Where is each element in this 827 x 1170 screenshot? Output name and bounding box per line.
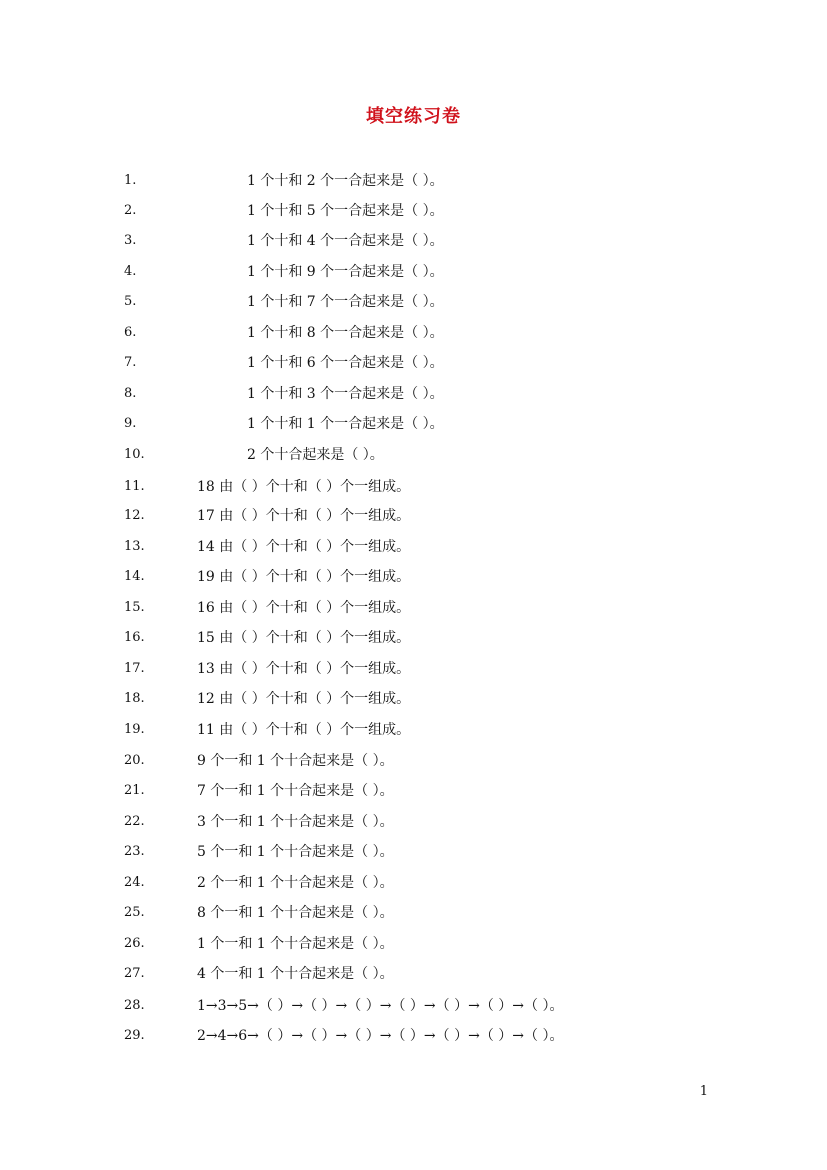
question-number: 1. (124, 173, 137, 188)
question-number: 9. (124, 416, 137, 431)
question-number: 21. (124, 783, 145, 798)
page-number: 1 (699, 1084, 708, 1099)
question-number: 28. (124, 998, 145, 1013)
question-text: 1 个十和 7 个一合起来是（ ）。 (247, 294, 444, 310)
question-number: 23. (124, 844, 145, 859)
question-text: 1 个十和 8 个一合起来是（ ）。 (247, 325, 444, 341)
question-text: 8 个一和 1 个十合起来是（ ）。 (197, 905, 394, 921)
page-title: 填空练习卷 (366, 106, 461, 127)
question-text: 2 个十合起来是（ ）。 (247, 447, 384, 463)
question-number: 4. (124, 264, 137, 279)
question-number: 8. (124, 386, 137, 401)
question-text: 11 由（ ）个十和（ ）个一组成。 (197, 722, 411, 738)
question-text: 17 由（ ）个十和（ ）个一组成。 (197, 508, 411, 524)
question-number: 25. (124, 905, 145, 920)
question-number: 5. (124, 294, 137, 309)
question-text: 7 个一和 1 个十合起来是（ ）。 (197, 783, 394, 799)
question-text: 19 由（ ）个十和（ ）个一组成。 (197, 569, 411, 585)
question-text: 5 个一和 1 个十合起来是（ ）。 (197, 844, 394, 860)
question-text: 4 个一和 1 个十合起来是（ ）。 (197, 966, 394, 982)
question-text: 12 由（ ）个十和（ ）个一组成。 (197, 691, 411, 707)
question-text: 2→4→6→（ ）→（ ）→（ ）→（ ）→（ ）→（ ）→（ ）。 (197, 1028, 564, 1044)
question-number: 13. (124, 539, 145, 554)
question-number: 18. (124, 691, 145, 706)
question-text: 1 个十和 2 个一合起来是（ ）。 (247, 173, 444, 189)
question-number: 27. (124, 966, 145, 981)
question-text: 1 个十和 3 个一合起来是（ ）。 (247, 386, 444, 402)
question-number: 19. (124, 722, 145, 737)
question-number: 22. (124, 814, 145, 829)
question-number: 2. (124, 203, 137, 218)
question-number: 15. (124, 600, 145, 615)
question-text: 16 由（ ）个十和（ ）个一组成。 (197, 600, 411, 616)
question-text: 1 个十和 6 个一合起来是（ ）。 (247, 355, 444, 371)
question-text: 14 由（ ）个十和（ ）个一组成。 (197, 539, 411, 555)
question-text: 9 个一和 1 个十合起来是（ ）。 (197, 753, 394, 769)
question-text: 3 个一和 1 个十合起来是（ ）。 (197, 814, 394, 830)
question-text: 18 由（ ）个十和（ ）个一组成。 (197, 479, 411, 495)
question-number: 26. (124, 936, 145, 951)
question-text: 1 个十和 9 个一合起来是（ ）。 (247, 264, 444, 280)
question-number: 16. (124, 630, 145, 645)
question-number: 11. (124, 479, 145, 494)
question-number: 29. (124, 1028, 145, 1043)
question-text: 13 由（ ）个十和（ ）个一组成。 (197, 661, 411, 677)
question-text: 1→3→5→（ ）→（ ）→（ ）→（ ）→（ ）→（ ）→（ ）。 (197, 998, 564, 1014)
question-text: 2 个一和 1 个十合起来是（ ）。 (197, 875, 394, 891)
question-number: 7. (124, 355, 137, 370)
question-number: 12. (124, 508, 145, 523)
question-number: 20. (124, 753, 145, 768)
question-text: 1 个十和 5 个一合起来是（ ）。 (247, 203, 444, 219)
question-number: 17. (124, 661, 145, 676)
question-number: 10. (124, 447, 145, 462)
question-number: 24. (124, 875, 145, 890)
question-number: 14. (124, 569, 145, 584)
question-text: 15 由（ ）个十和（ ）个一组成。 (197, 630, 411, 646)
question-number: 3. (124, 233, 137, 248)
question-text: 1 个一和 1 个十合起来是（ ）。 (197, 936, 394, 952)
question-number: 6. (124, 325, 137, 340)
question-text: 1 个十和 4 个一合起来是（ ）。 (247, 233, 444, 249)
question-text: 1 个十和 1 个一合起来是（ ）。 (247, 416, 444, 432)
